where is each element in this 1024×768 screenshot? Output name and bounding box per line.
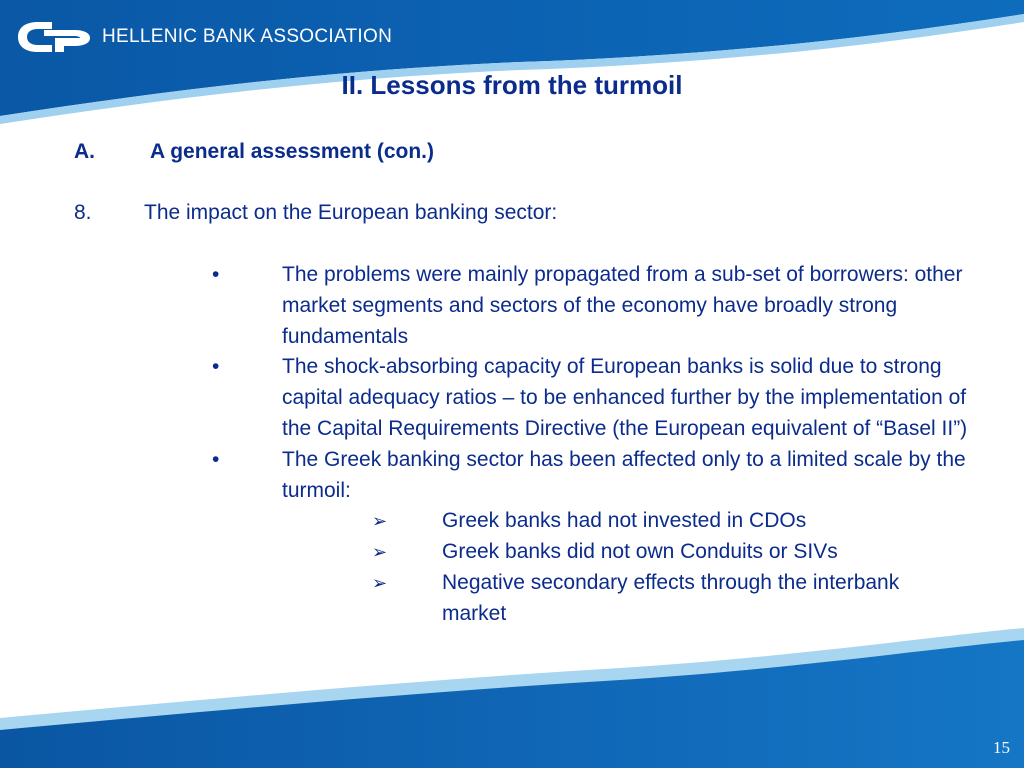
sub-bullet-list xyxy=(372,506,1012,629)
bullet-dot-icon: • xyxy=(212,447,220,471)
bullet-text: The Greek banking sector has been affected only to a limited scale by the turmoil: xyxy=(282,447,966,502)
item-text: The impact on the European banking sector: xyxy=(144,201,558,224)
section-heading xyxy=(74,140,434,164)
sub-bullet-text: Greek banks had not invested in CDOs xyxy=(442,509,807,533)
arrow-bullet-icon: ➢ xyxy=(372,572,388,593)
sub-bullet-text: Negative secondary effects through the interbank market xyxy=(442,570,900,625)
header-logo xyxy=(14,19,392,55)
arrow-bullet-icon: ➢ xyxy=(372,511,388,532)
bullet-text: The problems were mainly propagated from a sub-set of borrowers: other market segments and sectors of the economy have broadly strong fundamentals xyxy=(282,263,963,348)
section-text: A general assessment (con.) xyxy=(150,140,434,163)
bullet-list xyxy=(212,260,1012,630)
bullet-dot-icon: • xyxy=(212,263,220,286)
arrow-bullet-icon: ➢ xyxy=(372,542,388,563)
sub-bullet-item xyxy=(372,537,1012,568)
numbered-item xyxy=(74,201,557,225)
bullet-item xyxy=(212,260,1012,352)
sub-bullet-item xyxy=(372,506,1012,537)
org-name: HELLENIC BANK ASSOCIATION xyxy=(102,26,393,47)
bullet-text: The shock-absorbing capacity of European banks is solid due to strong capital adequacy ratios – to be enhanced further by the implementation of the Capital Requirements Directive (the European equivalent of “Basel II”) xyxy=(282,355,968,440)
item-number: 8. xyxy=(74,201,92,224)
bullet-item xyxy=(212,352,1012,444)
footer-band xyxy=(0,628,1024,768)
page-number: 15 xyxy=(993,738,1010,757)
slide-title: II. Lessons from the turmoil xyxy=(341,70,683,100)
bullet-item xyxy=(212,445,1012,507)
sub-bullet-item xyxy=(372,568,1012,630)
section-number: A. xyxy=(74,140,95,163)
hba-logo-icon xyxy=(14,19,92,55)
bullet-dot-icon: • xyxy=(212,355,220,379)
sub-bullet-text: Greek banks did not own Conduits or SIVs xyxy=(442,540,838,564)
